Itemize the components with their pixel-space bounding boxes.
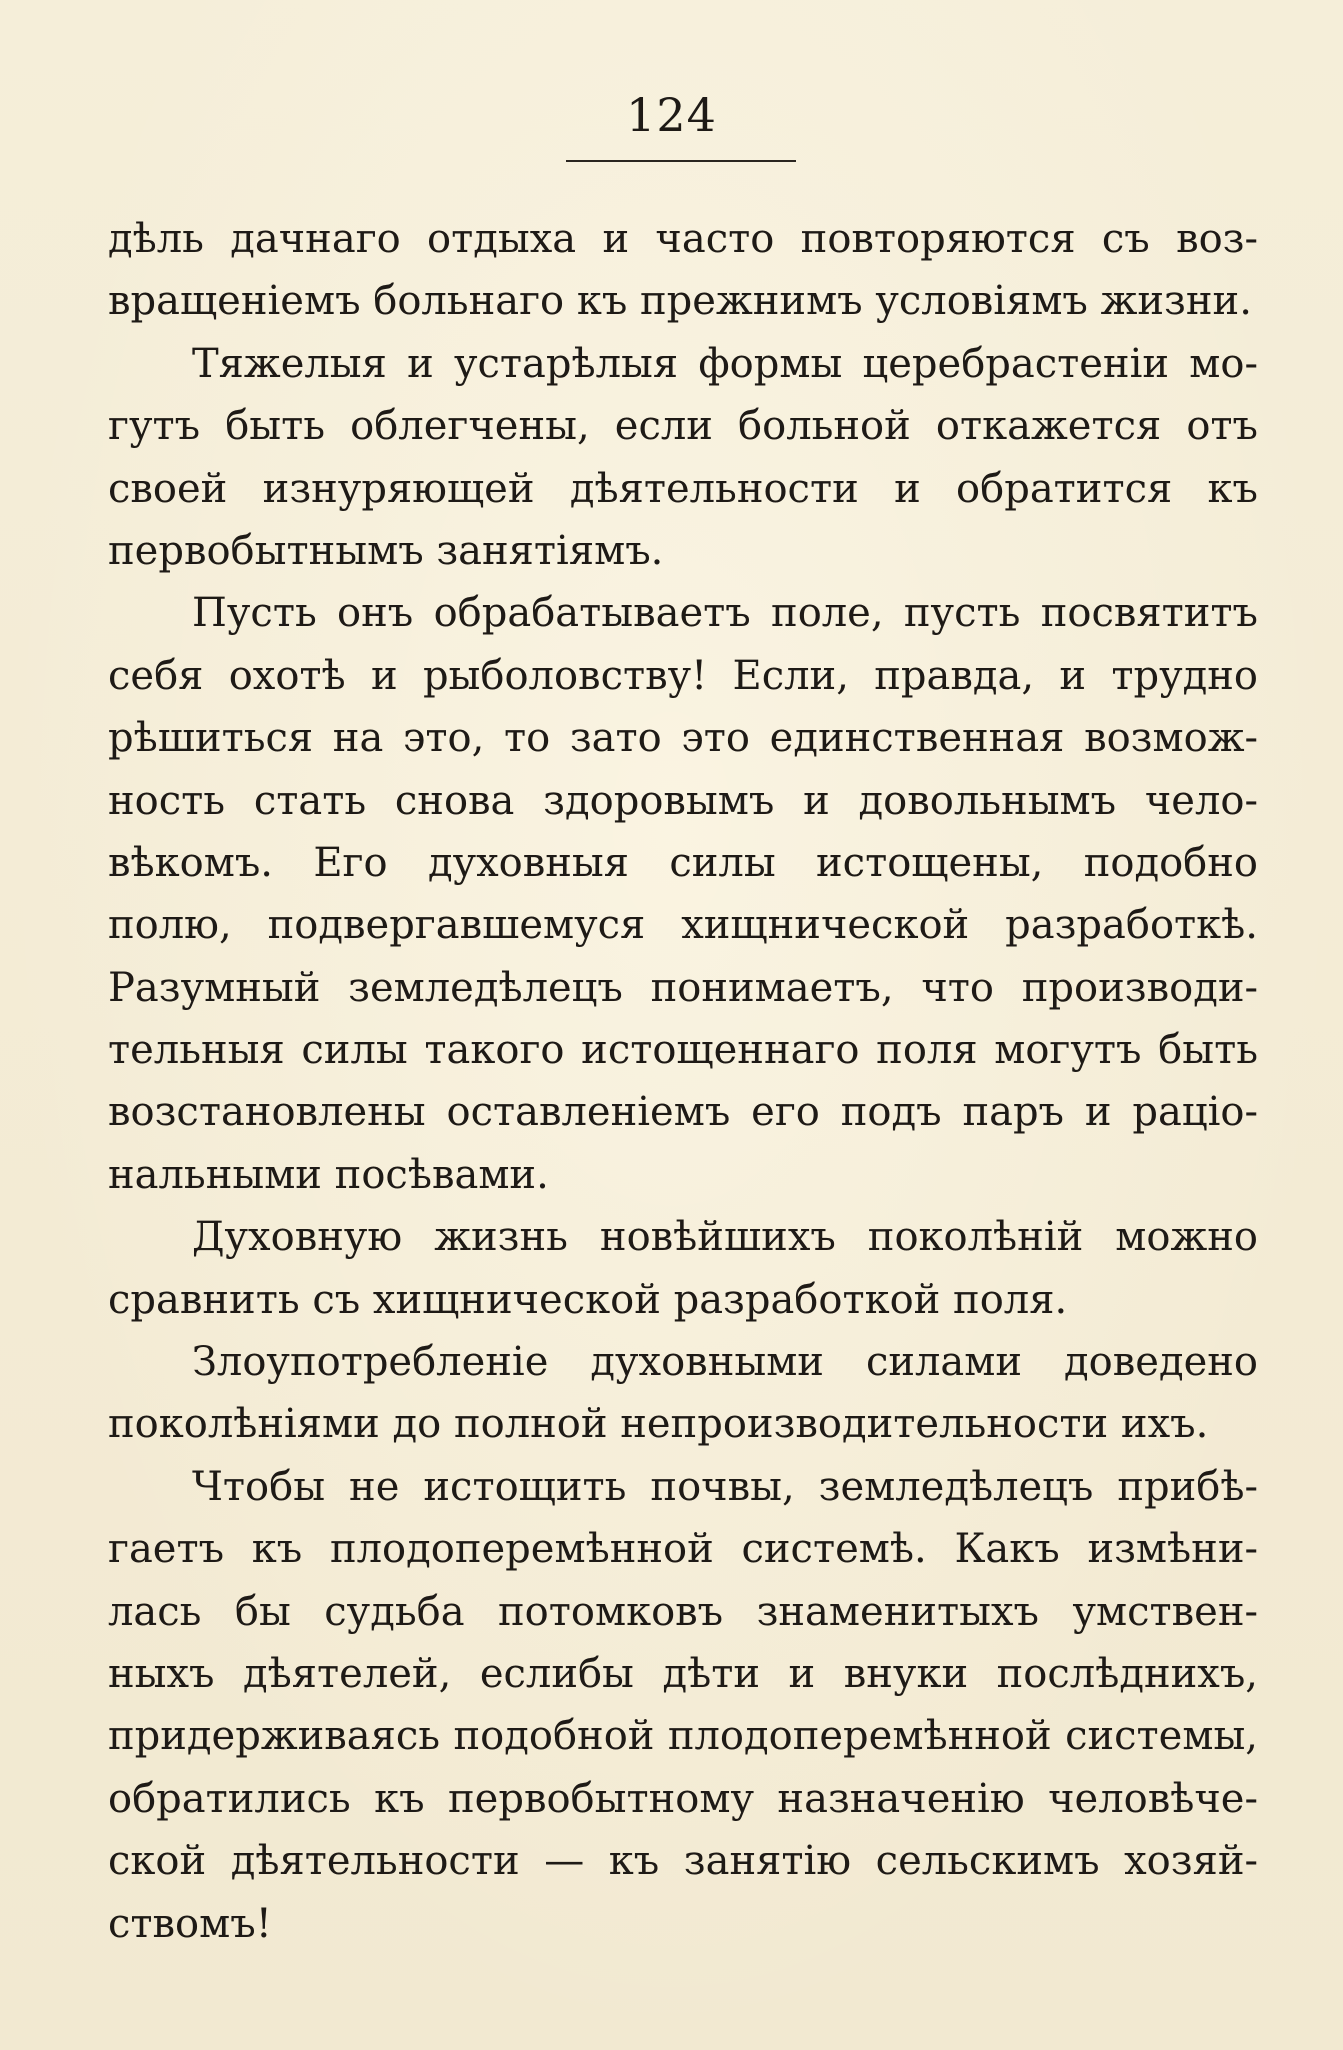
paragraph [108, 333, 1258, 583]
text-line: гаетъ къ плодоперемѣнной системѣ. Какъ измѣни- [108, 1526, 1258, 1573]
text-line: гутъ быть облегчены, если больной откажется отъ [108, 403, 1258, 450]
text-line: лась бы судьба потомковъ знаменитыхъ умствен- [108, 1588, 1258, 1635]
paragraph [108, 208, 1258, 333]
text-line: ность стать снова здоровымъ и довольнымъ чело- [108, 777, 1258, 824]
header-rule [566, 160, 796, 162]
text-line: вѣкомъ. Его духовныя силы истощены, подобно [108, 839, 1258, 886]
text-line: возстановлены оставленіемъ его подъ паръ и раціо- [108, 1089, 1258, 1136]
text-line: полю, подвергавшемуся хищнической разработкѣ. [108, 902, 1258, 949]
text-line: ныхъ дѣятелей, еслибы дѣти и внуки послѣднихъ, [108, 1650, 1258, 1697]
text-line: рѣшиться на это, то зато это единственная возмож- [108, 715, 1258, 762]
text-line: сравнить съ хищнической разработкой поля. [108, 1276, 1068, 1323]
text-line: тельныя силы такого истощеннаго поля могутъ быть [108, 1027, 1258, 1074]
text-line: своей изнуряющей дѣятельности и обратится къ [108, 465, 1258, 512]
text-line: первобытнымъ занятіямъ. [108, 527, 664, 574]
text-line: обратились къ первобытному назначенію человѣче- [108, 1775, 1258, 1822]
text-line: Разумный земледѣлецъ понимаетъ, что производи- [108, 964, 1258, 1011]
text-line: Тяжелыя и устарѣлыя формы церебрастеніи мо- [192, 340, 1258, 387]
text-line: ствомъ! [108, 1900, 272, 1947]
text-line: дѣль дачнаго отдыха и часто повторяются съ воз- [108, 216, 1258, 262]
page-header [0, 88, 1343, 142]
text-line: вращеніемъ больнаго къ прежнимъ условіямъ жизни. [108, 278, 1252, 325]
text-line: себя охотѣ и рыболовству! Если, правда, и трудно [108, 652, 1258, 699]
paragraph [108, 1206, 1258, 1331]
paragraph [108, 582, 1258, 1206]
text-line: ской дѣятельности — къ занятію сельскимъ хозяй- [108, 1838, 1258, 1885]
paragraph [108, 1331, 1258, 1456]
paragraph [108, 1456, 1258, 1955]
text-line: Чтобы не истощить почвы, земледѣлецъ прибѣ- [192, 1463, 1258, 1510]
body-text [108, 208, 1258, 1955]
text-line: поколѣніями до полной непроизводительности ихъ. [108, 1401, 1209, 1448]
text-line: нальными посѣвами. [108, 1151, 549, 1198]
page-number: 124 [626, 88, 717, 142]
text-line: Пусть онъ обрабатываетъ поле, пусть посвятитъ [192, 590, 1258, 637]
text-line: Духовную жизнь новѣйшихъ поколѣній можно [192, 1214, 1258, 1261]
text-line: придерживаясь подобной плодоперемѣнной системы, [108, 1713, 1258, 1760]
text-line: Злоупотребленіе духовными силами доведено [192, 1339, 1258, 1386]
